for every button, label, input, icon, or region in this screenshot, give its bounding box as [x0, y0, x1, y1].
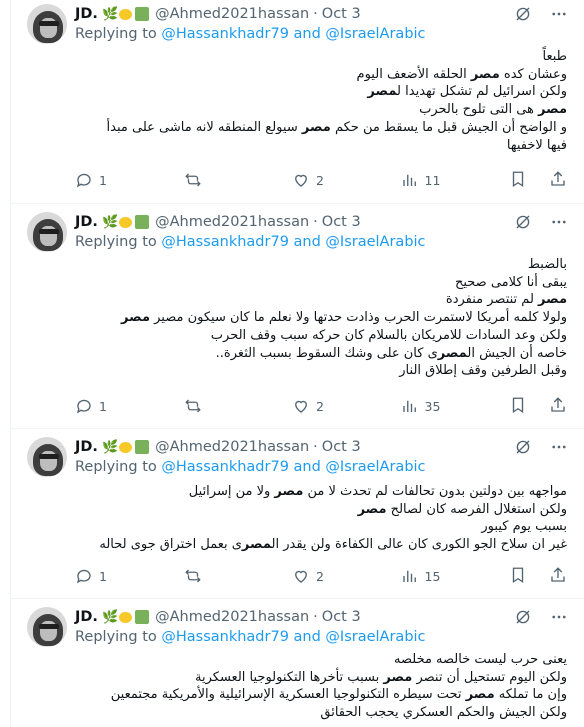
mute-conversation-icon[interactable]	[514, 608, 532, 626]
reply-button[interactable]	[75, 171, 115, 189]
highlighted-keyword: مصر	[538, 292, 567, 308]
replying-and: and	[288, 26, 326, 42]
share-icon[interactable]	[549, 396, 567, 417]
tweet-3[interactable]	[10, 429, 584, 598]
views-icon	[401, 397, 419, 415]
tweet-line: و الواضح أن الجيش قبل ما يسقط من حكم مصر سيولع المنطقه لانه ماشى على مبدأ	[106, 119, 567, 135]
replying-prefix: Replying to	[75, 234, 162, 250]
display-name[interactable]: JD.	[75, 6, 98, 22]
replying-and: and	[288, 459, 326, 475]
timestamp[interactable]: Oct 3	[321, 439, 361, 455]
views-icon	[401, 171, 419, 189]
reply-button[interactable]	[75, 567, 115, 585]
separator-dot: ·	[313, 214, 318, 230]
views-count: 11	[424, 172, 441, 188]
tweet-text	[75, 483, 567, 554]
tweet-line: مواجهه بين دولتين بدون تحالفات لم تحدث لا من مصر ولا من إسرائيل	[188, 484, 567, 499]
like-count: 2	[316, 172, 324, 188]
name-emoji: 🌿	[102, 610, 149, 625]
avatar[interactable]	[27, 212, 67, 252]
views-count: 15	[424, 568, 441, 584]
retweet-icon	[184, 171, 202, 189]
avatar[interactable]	[27, 607, 67, 647]
tweet-text	[75, 651, 567, 722]
highlighted-keyword: مصر	[121, 310, 150, 326]
timestamp[interactable]: Oct 3	[321, 214, 361, 230]
tweet-line: بسبب يوم كيبور	[481, 519, 567, 535]
tweet-top-icons	[514, 212, 568, 232]
tweet-line: ولكن وعد السادات للامريكان بالسلام كان حركه سبب وقف الحرب	[210, 327, 567, 343]
timestamp[interactable]: Oct 3	[321, 609, 361, 625]
reply-icon	[75, 397, 93, 415]
retweet-icon	[184, 397, 202, 415]
user-handle[interactable]: @Ahmed2021hassan	[155, 6, 310, 22]
like-button[interactable]	[292, 397, 332, 415]
mute-conversation-icon[interactable]	[514, 438, 532, 456]
user-handle[interactable]: @Ahmed2021hassan	[155, 439, 310, 455]
mention-link[interactable]: @Hassankhadr79	[161, 459, 289, 475]
like-icon	[292, 397, 310, 415]
share-icon[interactable]	[549, 566, 567, 587]
name-emoji: 🌿	[102, 7, 149, 22]
tweet-line: فيها لاخفيها	[506, 137, 567, 153]
mute-conversation-icon[interactable]	[514, 213, 532, 231]
highlighted-keyword: مصر	[437, 345, 468, 361]
tweet-line: خاصه أن الجيش المصرى كان على وشك السقوط بسبب الثغرة..	[215, 345, 567, 361]
tweet-line: غير ان سلاح الجو الكورى كان عالى الكفاءة ولن يقدر المصرى بعمل اختراق جوى لحاله	[99, 537, 567, 553]
reply-count: 1	[99, 568, 107, 584]
separator-dot: ·	[313, 609, 318, 625]
mention-link[interactable]: @Hassankhadr79	[161, 26, 289, 42]
separator-dot: ·	[313, 439, 318, 455]
tweet-text	[75, 256, 567, 380]
highlighted-keyword: مصر	[301, 119, 331, 135]
more-options-icon[interactable]	[550, 5, 568, 23]
timestamp[interactable]: Oct 3	[321, 6, 361, 22]
more-options-icon[interactable]	[550, 213, 568, 231]
tweet-line: ولولا كلمه أمريكا لاستمرت الحرب وذادت حدتها ولا نعلم ما كان سيكون مصير مصر	[121, 310, 567, 326]
replying-prefix: Replying to	[75, 26, 162, 42]
tweet-text	[75, 48, 567, 154]
tweet-line: ولكن الجيش والحكم العسكري يحجب الحقائق	[320, 705, 567, 721]
tweet-header	[75, 437, 361, 457]
mention-link[interactable]: @IsraelArabic	[325, 234, 426, 250]
tweet-actions	[75, 566, 567, 586]
highlighted-keyword: مصر	[357, 501, 387, 517]
separator-dot: ·	[313, 6, 318, 22]
replying-to	[75, 26, 426, 42]
tweet-2[interactable]	[10, 204, 584, 428]
views-button[interactable]	[401, 567, 441, 585]
mention-link[interactable]: @Hassankhadr79	[161, 629, 289, 645]
bookmark-icon[interactable]	[509, 170, 527, 191]
tweet-line: بالضبط	[527, 257, 567, 272]
tweet-top-icons	[514, 607, 568, 627]
tweet-4[interactable]	[10, 599, 584, 727]
mention-link[interactable]: @IsraelArabic	[325, 629, 426, 645]
mention-link[interactable]: @Hassankhadr79	[161, 234, 289, 250]
tweet-line: وعشان كده مصر الحلقه الأضعف اليوم	[356, 66, 567, 82]
tweet-header	[75, 607, 361, 627]
tweet-actions	[75, 396, 567, 416]
highlighted-keyword: مصر	[465, 687, 495, 703]
replying-prefix: Replying to	[75, 459, 162, 475]
views-button[interactable]	[401, 397, 441, 415]
like-button[interactable]	[292, 171, 332, 189]
reply-icon	[75, 567, 93, 585]
highlighted-keyword: مصر	[538, 102, 567, 118]
replying-to	[75, 234, 426, 250]
tweet-top-icons	[514, 437, 568, 457]
name-emoji: 🌿	[102, 440, 149, 455]
reply-button[interactable]	[75, 397, 115, 415]
tweet-line: يبقى أنا كلامى صحيح	[454, 274, 567, 290]
replying-to	[75, 629, 426, 645]
views-button[interactable]	[401, 171, 441, 189]
tweet-line: ولكن اليوم تستحيل أن تنصر مصر بسبب تأخرها التكنولوجيا العسكرية	[195, 669, 567, 685]
like-icon	[292, 171, 310, 189]
tweet-header	[75, 212, 361, 232]
retweet-icon	[184, 567, 202, 585]
tweet-line: ولكن استغلال الفرصه كان لصالح مصر	[357, 501, 567, 517]
user-handle[interactable]: @Ahmed2021hassan	[155, 609, 310, 625]
retweet-button[interactable]	[184, 171, 224, 189]
tweet-line: ولكن اسرائيل لم تشكل تهديدا لمصر	[367, 84, 567, 100]
replying-prefix: Replying to	[75, 629, 162, 645]
tweet-line: طبعاً	[542, 49, 567, 64]
more-options-icon[interactable]	[550, 608, 568, 626]
tweet-line: يعنى حرب ليست خالصه مخلصه	[394, 652, 567, 667]
tweet-line: مصر هى التى تلوح بالحرب	[419, 102, 567, 118]
tweet-actions	[75, 170, 567, 190]
share-icon[interactable]	[549, 170, 567, 191]
highlighted-keyword: مصر	[241, 537, 272, 553]
reply-count: 1	[99, 172, 107, 188]
highlighted-keyword: مصر	[367, 84, 398, 100]
highlighted-keyword: مصر	[274, 484, 304, 499]
tweet-line: وقبل الطرفين وقف إطلاق النار	[399, 363, 567, 379]
tweet-line: مصر لم تنتصر منفردة	[445, 292, 567, 308]
mention-link[interactable]: @IsraelArabic	[325, 459, 426, 475]
user-handle[interactable]: @Ahmed2021hassan	[155, 214, 310, 230]
avatar[interactable]	[27, 437, 67, 477]
name-emoji: 🌿	[102, 215, 149, 230]
more-options-icon[interactable]	[550, 438, 568, 456]
like-count: 2	[316, 398, 324, 414]
display-name[interactable]: JD.	[75, 609, 98, 625]
tweet-1[interactable]	[10, 0, 584, 203]
replying-and: and	[288, 629, 326, 645]
replying-to	[75, 459, 426, 475]
retweet-button[interactable]	[184, 397, 224, 415]
views-icon	[401, 567, 419, 585]
reply-icon	[75, 171, 93, 189]
replying-and: and	[288, 234, 326, 250]
display-name[interactable]: JD.	[75, 214, 98, 230]
reply-count: 1	[99, 398, 107, 414]
bookmark-icon[interactable]	[509, 396, 527, 417]
tweet-top-icons	[514, 4, 568, 24]
like-button[interactable]	[292, 567, 332, 585]
bookmark-icon[interactable]	[509, 566, 527, 587]
highlighted-keyword: مصر	[470, 66, 500, 82]
like-icon	[292, 567, 310, 585]
retweet-button[interactable]	[184, 567, 224, 585]
avatar[interactable]	[27, 4, 67, 44]
tweet-header	[75, 4, 361, 24]
mention-link[interactable]: @IsraelArabic	[325, 26, 426, 42]
tweet-line: وإن ما تملكه مصر تحت سيطره التكنولوجيا العسكرية الإسرائيلية والأمريكية مجتمعين	[110, 687, 567, 703]
highlighted-keyword: مصر	[383, 669, 413, 685]
mute-conversation-icon[interactable]	[514, 5, 532, 23]
display-name[interactable]: JD.	[75, 439, 98, 455]
like-count: 2	[316, 568, 324, 584]
views-count: 35	[424, 398, 441, 414]
